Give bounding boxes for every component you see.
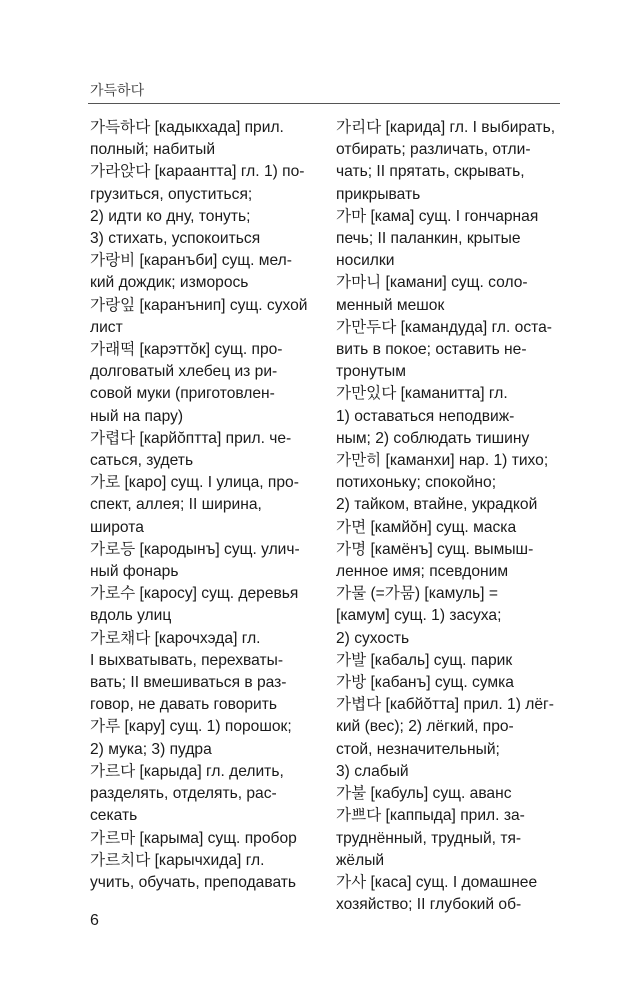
entry-continuation-line: 3) стихать, успокоиться — [90, 230, 261, 248]
dictionary-entry — [90, 339, 316, 428]
dictionary-entry — [90, 628, 316, 717]
entry-continuation-line: 1) оставаться неподвиж- — [336, 407, 515, 425]
entry-continuation-line: 2) идти ко дну, тонуть; — [90, 207, 251, 225]
dictionary-entry — [90, 117, 316, 161]
entry-continuation-line: долговатый хлебец из ри- — [90, 363, 278, 381]
entry-continuation-line: отбирать; различать, отли- — [336, 141, 531, 159]
dictionary-entry — [336, 317, 562, 384]
entry-headword-line: 가르치다 [карычхида] гл. — [90, 851, 265, 869]
entry-continuation-line: вить в покое; оставить не- — [336, 341, 527, 359]
entry-headword-line: 가득하다 [кадыкхада] прил. — [90, 119, 284, 136]
entry-continuation-line: секать — [90, 807, 138, 825]
entry-continuation-line: грузиться, опуститься; — [90, 185, 253, 203]
entry-continuation-line: саться, зудеть — [90, 452, 194, 470]
entry-continuation-line: хозяйство; II глубокий об- — [336, 896, 522, 914]
right-column — [336, 117, 562, 916]
entry-headword-line: 가마니 [камани] сущ. соло- — [336, 274, 528, 292]
entry-continuation-line: 2) сухость — [336, 629, 410, 647]
entry-continuation-line: совой муки (приготовлен- — [90, 385, 275, 403]
entry-continuation-line: 2) мука; 3) пудра — [90, 740, 212, 758]
dictionary-entry — [90, 828, 316, 850]
entry-continuation-line: печь; II паланкин, крытые — [336, 230, 521, 248]
entry-continuation-line: лист — [90, 318, 123, 336]
entry-continuation-line: 2) тайком, втайне, украдкой — [336, 496, 538, 514]
dictionary-entry — [336, 805, 562, 872]
entry-continuation-line: вать; II вмешиваться в раз- — [90, 674, 287, 692]
entry-continuation-line: труднённый, трудный, тя- — [336, 829, 522, 847]
dictionary-entry — [336, 694, 562, 783]
entry-headword-line: 가랑비 [каранъби] сущ. мел- — [90, 252, 292, 270]
entry-headword-line: 가마 [кама] сущ. I гончарная — [336, 207, 539, 225]
entry-headword-line: 가렵다 [карйŏптта] прил. че- — [90, 429, 292, 447]
entry-headword-line: 가볍다 [кабйŏтта] прил. 1) лёг- — [336, 696, 554, 714]
dictionary-entry — [336, 117, 562, 206]
entry-continuation-line: [камум] сущ. 1) засуха; — [336, 607, 502, 625]
dictionary-entry — [336, 383, 562, 450]
entry-continuation-line: разделять, отделять, рас- — [90, 785, 277, 803]
dictionary-entry — [336, 517, 562, 539]
entry-continuation-line: I выхватывать, перехваты- — [90, 651, 284, 669]
header-rule — [88, 103, 560, 104]
entry-continuation-line: потихоньку; спокойно; — [336, 474, 497, 492]
entry-continuation-line: кий дождик; изморось — [90, 274, 249, 292]
entry-continuation-line: менный мешок — [336, 296, 445, 314]
entry-headword-line: 가라앉다 [караантта] гл. 1) по- — [90, 163, 305, 181]
entry-headword-line: 가르다 [карыда] гл. делить, — [90, 762, 284, 780]
dictionary-entry — [336, 539, 562, 583]
dictionary-entry — [90, 161, 316, 250]
entry-headword-line: 가루 [кару] сущ. 1) порошок; — [90, 718, 292, 736]
entry-headword-line: 가로채다 [карочхэда] гл. — [90, 629, 261, 647]
entry-headword-line: 가만있다 [каманитта] гл. — [336, 385, 508, 403]
entry-headword-line: 가만두다 [камандуда] гл. оста- — [336, 318, 552, 336]
dictionary-entry — [90, 761, 316, 828]
dictionary-entry — [90, 539, 316, 583]
entry-continuation-line: прикрывать — [336, 185, 421, 203]
entry-continuation-line: вдоль улиц — [90, 607, 172, 625]
entry-headword-line: 가불 [кабуль] сущ. аванс — [336, 785, 512, 803]
dictionary-entry — [90, 428, 316, 472]
entry-continuation-line: спект, аллея; II ширина, — [90, 496, 262, 514]
entry-headword-line: 가랑잎 [каранънип] сущ. сухой — [90, 296, 308, 314]
entry-headword-line: 가물 (=가뭄) [камуль] = — [336, 585, 498, 603]
entry-continuation-line: полный; набитый — [90, 141, 216, 159]
entry-continuation-line: кий (вес); 2) лёгкий, про- — [336, 718, 514, 736]
dictionary-entry — [90, 716, 316, 760]
entry-headword-line: 가리다 [карида] гл. I выбирать, — [336, 119, 556, 136]
entry-continuation-line: чать; II прятать, скрывать, — [336, 163, 525, 181]
running-head: 가득하다 — [90, 83, 145, 99]
dictionary-entry — [90, 250, 316, 294]
entry-headword-line: 가로등 [кародынъ] сущ. улич- — [90, 540, 300, 558]
entry-continuation-line: тронутым — [336, 363, 406, 381]
entry-continuation-line: ный фонарь — [90, 563, 179, 581]
left-column — [90, 117, 316, 894]
page-number: 6 — [90, 912, 99, 929]
entry-continuation-line: стой, незначительный; — [336, 740, 500, 758]
entry-headword-line: 가쁘다 [каппыда] прил. за- — [336, 807, 525, 825]
entry-continuation-line: жёлый — [336, 851, 385, 869]
entry-headword-line: 가방 [кабанъ] сущ. сумка — [336, 674, 514, 692]
dictionary-entry — [90, 850, 316, 894]
entry-headword-line: 가만히 [каманхи] нар. 1) тихо; — [336, 452, 549, 470]
dictionary-entry — [336, 783, 562, 805]
entry-headword-line: 가발 [кабаль] сущ. парик — [336, 651, 513, 669]
dictionary-entry — [336, 206, 562, 273]
entry-headword-line: 가면 [камйŏн] сущ. маска — [336, 518, 517, 536]
dictionary-entry — [90, 583, 316, 627]
dictionary-entry — [336, 450, 562, 517]
dictionary-entry — [90, 472, 316, 539]
entry-headword-line: 가로수 [каросу] сущ. деревья — [90, 585, 299, 603]
entry-continuation-line: учить, обучать, преподавать — [90, 873, 297, 891]
dictionary-entry — [336, 872, 562, 916]
entry-headword-line: 가래떡 [карэттŏк] сущ. про- — [90, 341, 283, 359]
dictionary-entry — [90, 295, 316, 339]
entry-continuation-line: ный на пару) — [90, 407, 184, 425]
entry-headword-line: 가명 [камёнъ] сущ. вымыш- — [336, 540, 534, 558]
entry-continuation-line: широта — [90, 518, 144, 536]
entry-continuation-line: ным; 2) соблюдать тишину — [336, 429, 530, 447]
dictionary-entry — [336, 583, 562, 650]
dictionary-entry — [336, 272, 562, 316]
dictionary-entry — [336, 672, 562, 694]
dictionary-entry — [336, 650, 562, 672]
entry-continuation-line: 3) слабый — [336, 762, 409, 780]
entry-headword-line: 가사 [каса] сущ. I домашнее — [336, 873, 538, 891]
entry-continuation-line: говор, не давать говорить — [90, 696, 278, 714]
entry-continuation-line: носилки — [336, 252, 395, 270]
entry-headword-line: 가로 [каро] сущ. I улица, про- — [90, 474, 299, 492]
entry-headword-line: 가르마 [карыма] сущ. пробор — [90, 829, 297, 847]
entry-continuation-line: ленное имя; псевдоним — [336, 563, 509, 581]
